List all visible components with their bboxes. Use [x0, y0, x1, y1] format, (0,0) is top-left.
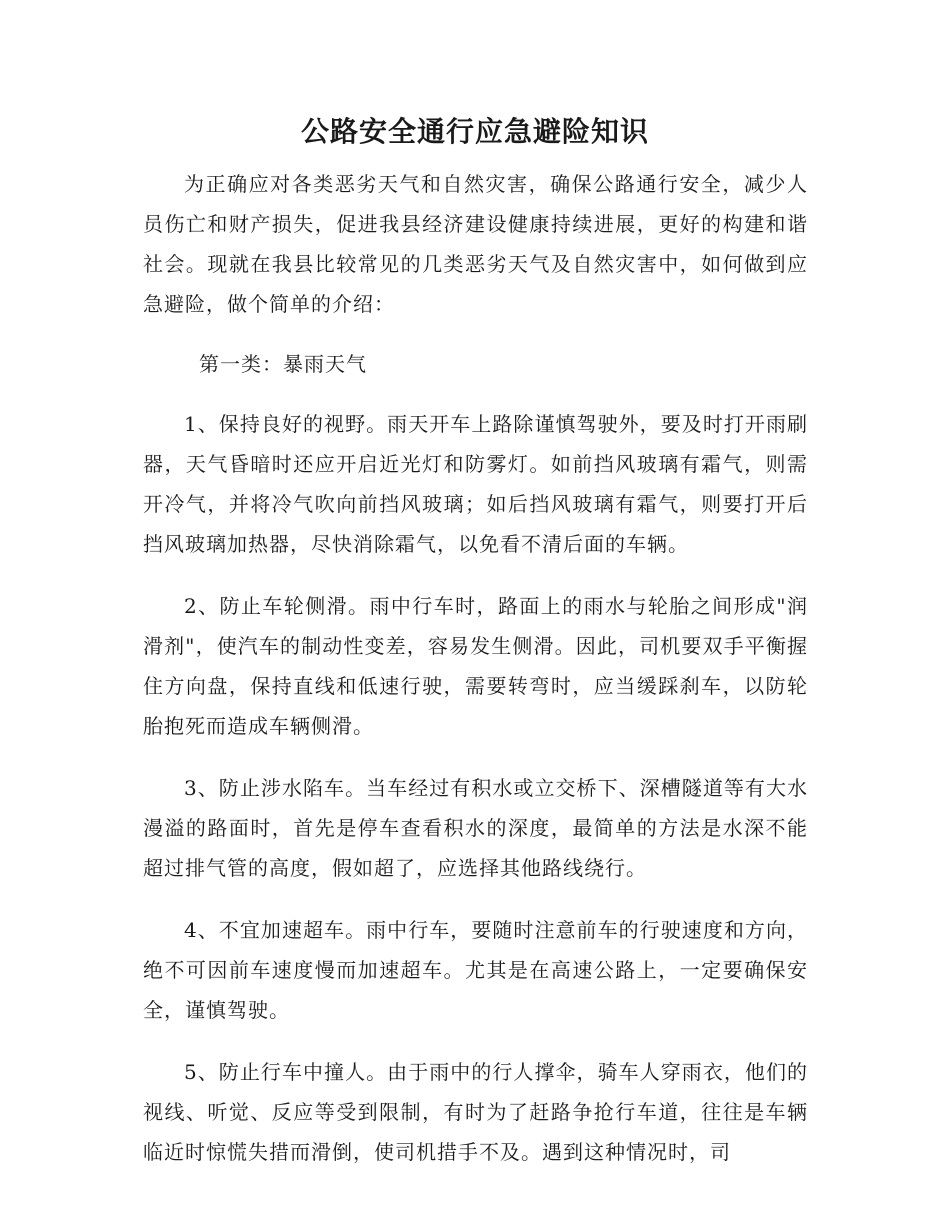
list-item: 3、防止涉水陷车。当车经过有积水或立交桥下、深槽隧道等有大水漫溢的路面时，首先是停车查看积水的深度，最简单的方法是水深不能超过排气管的高度，假如超了，应选择其他路线绕行。: [143, 776, 808, 880]
list-item: 5、防止行车中撞人。由于雨中的行人撑伞，骑车人穿雨衣，他们的视线、听觉、反应等受到限制，有时为了赶路争抢行车道，往往是车辆临近时惊慌失措而滑倒，使司机措手不及。遇到这种情况时，司: [143, 1060, 808, 1164]
section-heading: 第一类：暴雨天气: [199, 352, 367, 376]
list-item: 4、不宜加速超车。雨中行车，要随时注意前车的行驶速度和方向，绝不可因前车速度慢而加速超车。尤其是在高速公路上，一定要确保安全，谨慎驾驶。: [143, 918, 808, 1022]
list-item: 1、保持良好的视野。雨天开车上路除谨慎驾驶外，要及时打开雨刷器，天气昏暗时还应开启近光灯和防雾灯。如前挡风玻璃有霜气，则需开冷气，并将冷气吹向前挡风玻璃；如后挡风玻璃有霜气，则要打开后挡风玻璃加热器，尽快消除霜气，以免看不清后面的车辆。: [143, 412, 808, 556]
list-item: 2、防止车轮侧滑。雨中行车时，路面上的雨水与轮胎之间形成"润滑剂"，使汽车的制动性变差，容易发生侧滑。因此，司机要双手平衡握住方向盘，保持直线和低速行驶，需要转弯时，应当缓踩刹车，以防轮胎抱死而造成车辆侧滑。: [143, 594, 808, 738]
intro-paragraph: 为正确应对各类恶劣天气和自然灾害，确保公路通行安全，减少人员伤亡和财产损失，促进我县经济建设健康持续进展，更好的构建和谐社会。现就在我县比较常见的几类恶劣天气及自然灾害中，如何做到应急避险，做个简单的介绍：: [143, 172, 808, 316]
document-title: 公路安全通行应急避险知识: [300, 115, 649, 148]
